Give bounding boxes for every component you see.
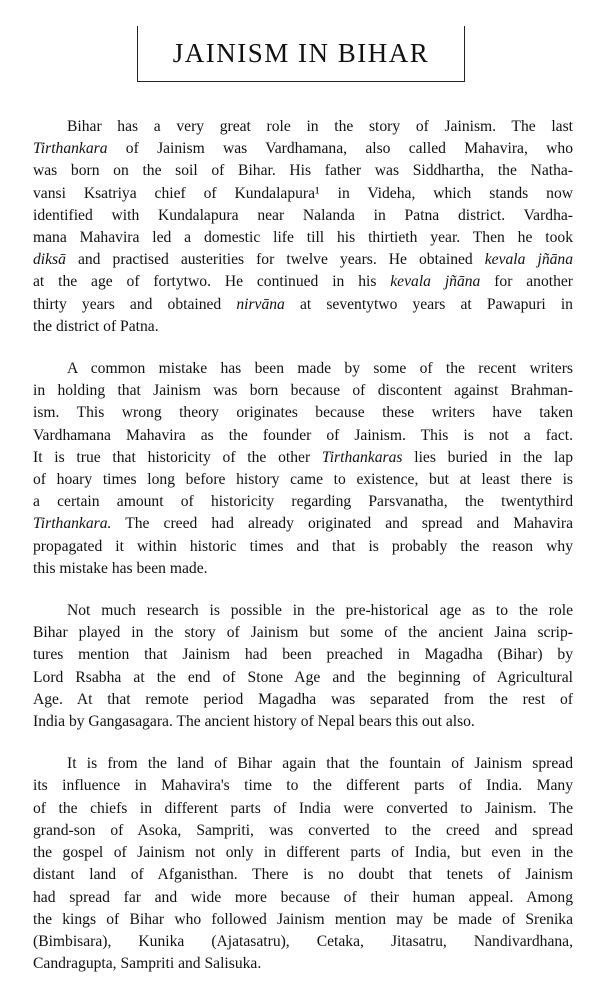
text-line: grand-son of Asoka, Sampriti, was converted to the creed and spread — [33, 821, 573, 839]
italic-term: Tirthankara. — [33, 515, 112, 533]
text-line: identified with Kundalapura near Nalanda in Patna district. Vardha- — [33, 206, 573, 224]
text-line: of hoary times long before history came to existence, but at least there is — [33, 471, 573, 489]
text-line: had spread far and wide more because of their human appeal. Among — [33, 888, 573, 906]
italic-term: nirvāna — [236, 295, 285, 313]
text-line: Bihar has a very great role in the story of Jainism. The last — [67, 118, 573, 135]
italic-term: kevala jñāna — [390, 273, 481, 291]
text-line: It is true that historicity of the other Tirthankaras lies buried in the lap — [33, 448, 573, 466]
text-line: vansi Ksatriya chief of Kundalapura¹ in Videha, which stands now — [33, 184, 573, 202]
italic-term: Tirthankara — [33, 140, 108, 158]
italic-term: diksā — [33, 251, 66, 269]
text-line: mana Mahavira led a domestic life till his thirtieth year. Then he took — [33, 229, 573, 247]
text-line: Candragupta, Sampriti and Salisuka. — [33, 955, 262, 973]
text-line: the gospel of Jainism not only in different parts of India, but even in the — [33, 844, 573, 862]
text-line: in holding that Jainism was born because of discontent against Brahman- — [33, 382, 573, 400]
text-line: ism. This wrong theory originates because these writers have taken — [33, 404, 573, 422]
italic-term: Tirthankaras — [321, 448, 403, 466]
text-line: the district of Patna. — [33, 317, 159, 335]
paragraph — [33, 358, 573, 580]
italic-term: kevala jñāna — [484, 251, 574, 269]
text-line: Not much research is possible in the pre-historical age as to the role — [67, 602, 573, 620]
text-line: its influence in Mahavira's time to the different parts of India. Many — [33, 777, 573, 795]
page-title: JAINISM IN BIHAR — [172, 38, 430, 68]
text-line: the kings of Bihar who followed Jainism mention may be made of Srenika — [33, 910, 573, 928]
text-line: distant land of Afganisthan. There is no doubt that tenets of Jainism — [33, 866, 573, 884]
text-line: Vardhamana Mahavira as the founder of Jainism. This is not a fact. — [33, 426, 573, 444]
text-line: Tirthankara. The creed had already originated and spread and Mahavira — [33, 515, 573, 533]
text-line: (Bimbisara), Kunika (Ajatasatru), Cetaka, Jitasatru, Nandivardhana, — [33, 932, 573, 950]
article-body — [33, 116, 573, 995]
text-line: this mistake has been made. — [33, 559, 208, 577]
text-line: Tirthankara of Jainism was Vardhamana, also called Mahavira, who — [33, 140, 573, 158]
text-line: thirty years and obtained nirvāna at seventytwo years at Pawapuri in — [33, 295, 573, 313]
text-line: Age. At that remote period Magadha was separated from the rest of — [33, 690, 573, 708]
text-line: propagated it within historic times and that is probably the reason why — [33, 537, 573, 555]
text-line: at the age of fortytwo. He continued in his kevala jñāna for another — [33, 273, 574, 291]
text-line: A common mistake has been made by some of the recent writers — [67, 360, 573, 378]
text-line: India by Gangasagara. The ancient history of Nepal bears this out also. — [33, 713, 475, 731]
paragraph — [33, 116, 573, 338]
text-line: tures mention that Jainism had been preached in Magadha (Bihar) by — [33, 646, 573, 664]
text-line: of the chiefs in different parts of India were converted to Jainism. The — [33, 799, 573, 817]
text-line: diksā and practised austerities for twelve years. He obtained kevala jñāna — [33, 251, 574, 269]
text-line: was born on the soil of Bihar. His father was Siddhartha, the Natha- — [33, 162, 573, 180]
paragraph — [33, 600, 573, 733]
text-line: Lord Rsabha at the end of Stone Age and the beginning of Agricultural — [33, 668, 573, 686]
title-box — [137, 26, 465, 82]
text-line: Bihar played in the story of Jainism but some of the ancient Jaina scrip- — [33, 624, 573, 642]
text-line: a certain amount of historicity regarding Parsvanatha, the twentythird — [33, 493, 573, 511]
paragraph — [33, 753, 573, 975]
text-line: It is from the land of Bihar again that the fountain of Jainism spread — [67, 755, 573, 773]
